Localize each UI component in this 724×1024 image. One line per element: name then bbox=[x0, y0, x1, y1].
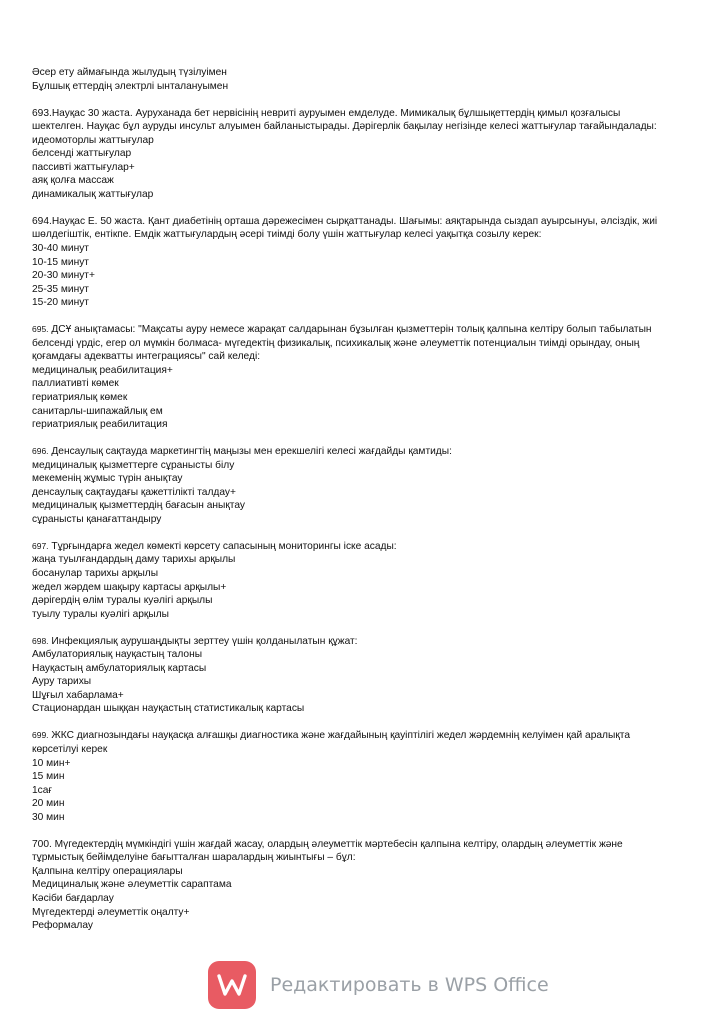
answer-option: Кәсіби бағдарлау bbox=[32, 892, 114, 904]
answer-option: жаңа туылғандардың даму тарихы арқылы bbox=[32, 554, 236, 566]
question-693 bbox=[32, 107, 672, 202]
answer-option: Мүгедектерді әлеуметтік оңалту+ bbox=[32, 906, 190, 918]
question-699 bbox=[32, 729, 672, 824]
answer-option: Медициналық және әлеуметтік сараптама bbox=[32, 879, 232, 891]
question-700 bbox=[32, 838, 672, 933]
question-text bbox=[32, 540, 672, 554]
document-content bbox=[32, 66, 672, 933]
question-body: ЖКС диагнозындағы науқасқа алғашқы диагностика және жағдайының қауіптілігі жедел жәрдемнің келуімен қай аралықта көрсетілуі керек bbox=[32, 730, 630, 756]
answer-option: 25-35 минут bbox=[32, 283, 89, 295]
question-number: 695. bbox=[32, 324, 49, 335]
question-696 bbox=[32, 445, 672, 526]
answer-option: 20 мин bbox=[32, 798, 65, 810]
answer-option: 15-20 минут bbox=[32, 297, 89, 309]
answer-option: аяқ қолға массаж bbox=[32, 175, 114, 187]
question-text bbox=[32, 215, 672, 242]
intro-line: Бұлшық еттердің электрлі ынталануымен bbox=[32, 80, 229, 92]
answer-option: Стационардан шыққан науқастың статистикалық картасы bbox=[32, 703, 305, 715]
question-number: 698. bbox=[32, 635, 49, 646]
question-text bbox=[32, 635, 672, 649]
question-number: 700. bbox=[32, 838, 52, 850]
question-number: 693. bbox=[32, 107, 52, 119]
answer-option: Ауру тарихы bbox=[32, 676, 92, 688]
question-695 bbox=[32, 323, 672, 431]
question-number: 699. bbox=[32, 730, 49, 741]
question-body: Инфекциялық аурушаңдықты зерттеу үшін қолданылатын құжат: bbox=[51, 635, 358, 647]
question-body: Тұрғындарға жедел көмекті көрсету сапасының мониторингы іске асады: bbox=[51, 540, 397, 552]
answer-option: 15 мин bbox=[32, 771, 65, 783]
answer-option: 30 мин bbox=[32, 811, 65, 823]
question-body: Науқас Е. 50 жаста. Қант диабетінің орташа дәрежесімен сырқаттанады. Шағымы: аяқтарында сыздап ауырсынуы, әлсіздік, жиі шөлдегіштік, ентікпе. Емдік жаттығулардың әсері тиімді болу үшін жаттығулар келесі уақытқа созылу керек: bbox=[32, 215, 658, 241]
question-694 bbox=[32, 215, 672, 310]
answer-option: Реформалау bbox=[32, 920, 93, 932]
wps-edit-banner[interactable] bbox=[208, 960, 549, 1010]
answer-option: 20-30 минут+ bbox=[32, 270, 95, 282]
answer-option: денсаулық сақтаудағы қажеттілікті талдау+ bbox=[32, 486, 236, 498]
wps-edit-label[interactable]: Редактировать в WPS Office bbox=[270, 974, 549, 996]
question-text bbox=[32, 445, 672, 459]
answer-option: динамикалық жаттығулар bbox=[32, 188, 154, 200]
answer-option: дәрігердің өлім туралы куәлігі арқылы bbox=[32, 595, 213, 607]
question-text bbox=[32, 838, 672, 865]
answer-option: жедел жәрдем шақыру картасы арқылы+ bbox=[32, 581, 227, 593]
intro-block bbox=[32, 66, 672, 93]
answer-option: санитарлы-шипажайлық ем bbox=[32, 405, 163, 417]
answer-option: мекеменің жұмыс түрін анықтау bbox=[32, 473, 183, 485]
answer-option: сұранысты қанағаттандыру bbox=[32, 513, 162, 525]
answer-option: медициналық қызметтердің бағасын анықтау bbox=[32, 500, 246, 512]
question-body: Мүгедектердің мүмкіндігі үшін жағдай жасау, олардың әлеуметтік мәртебесін қалпына келтіру, олардың әлеуметтік және тұрмыстық бейімделуіне бағытталған шаралардың жиынтығы – бұл: bbox=[32, 838, 623, 864]
question-text bbox=[32, 107, 672, 134]
wps-logo-icon[interactable] bbox=[208, 961, 256, 1009]
answer-option: гериатриялық көмек bbox=[32, 391, 128, 403]
question-text bbox=[32, 729, 672, 756]
answer-option: туылу туралы куәлігі арқылы bbox=[32, 608, 169, 620]
question-number: 694. bbox=[32, 215, 52, 227]
question-698 bbox=[32, 635, 672, 716]
answer-option: идеомоторлы жаттығулар bbox=[32, 134, 154, 146]
answer-option: Шұғыл хабарлама+ bbox=[32, 689, 124, 701]
answer-option: босанулар тарихы арқылы bbox=[32, 568, 159, 579]
answer-option: гериатриялық реабилитация bbox=[32, 419, 168, 431]
answer-option: Науқастың амбулаториялық картасы bbox=[32, 662, 207, 674]
question-body: ДСҰ анықтамасы: "Мақсаты ауру немесе жарақат салдарынан бұзылған қызметтерін толық қалпына келтіру болып табылатын белсенді үрдіс, егер ол мүмкін болмаса- мүгедектің физикалық, психикалық және әлеуметтік потенциалын тиімді орындау, оның қоғамдағы адекватты интеграциясы" сай келеді: bbox=[32, 324, 652, 363]
question-number: 696. bbox=[32, 446, 49, 457]
question-body: Науқас 30 жаста. Ауруханада бет нервісінің невриті ауруымен емделуде. Мимикалық бұлшықеттердің қимыл қозғалысы шектелген. Науқас бұл ауруды инсульт алуымен байланыстырады. Дәрігерлік бақылау негізінде келесі жаттығулар тағайындалады: bbox=[32, 107, 657, 133]
question-number: 697. bbox=[32, 540, 49, 551]
answer-option: 10-15 минут bbox=[32, 256, 89, 268]
answer-option: медициналық қызметтерге сұранысты білу bbox=[32, 459, 235, 471]
answer-option: белсенді жаттығулар bbox=[32, 148, 132, 160]
answer-option: Амбулаториялық науқастың талоны bbox=[32, 649, 203, 661]
answer-option: медициналық реабилитация+ bbox=[32, 364, 173, 376]
wps-w-icon bbox=[217, 973, 247, 997]
question-text bbox=[32, 323, 672, 364]
answer-option: паллиативті көмек bbox=[32, 378, 119, 390]
question-body: Денсаулық сақтауда маркетингтің маңызы мен ерекшелігі келесі жағдайды қамтиды: bbox=[51, 446, 452, 458]
answer-option: Қалпына келтіру операциялары bbox=[32, 865, 183, 877]
answer-option: 30-40 минут bbox=[32, 243, 89, 255]
answer-option: 1сағ bbox=[32, 784, 53, 796]
intro-line: Әсер ету аймағында жылудың түзілуімен bbox=[32, 67, 227, 78]
answer-option: 10 мин+ bbox=[32, 757, 71, 769]
answer-option: пассивті жаттығулар+ bbox=[32, 161, 135, 173]
question-697 bbox=[32, 540, 672, 621]
